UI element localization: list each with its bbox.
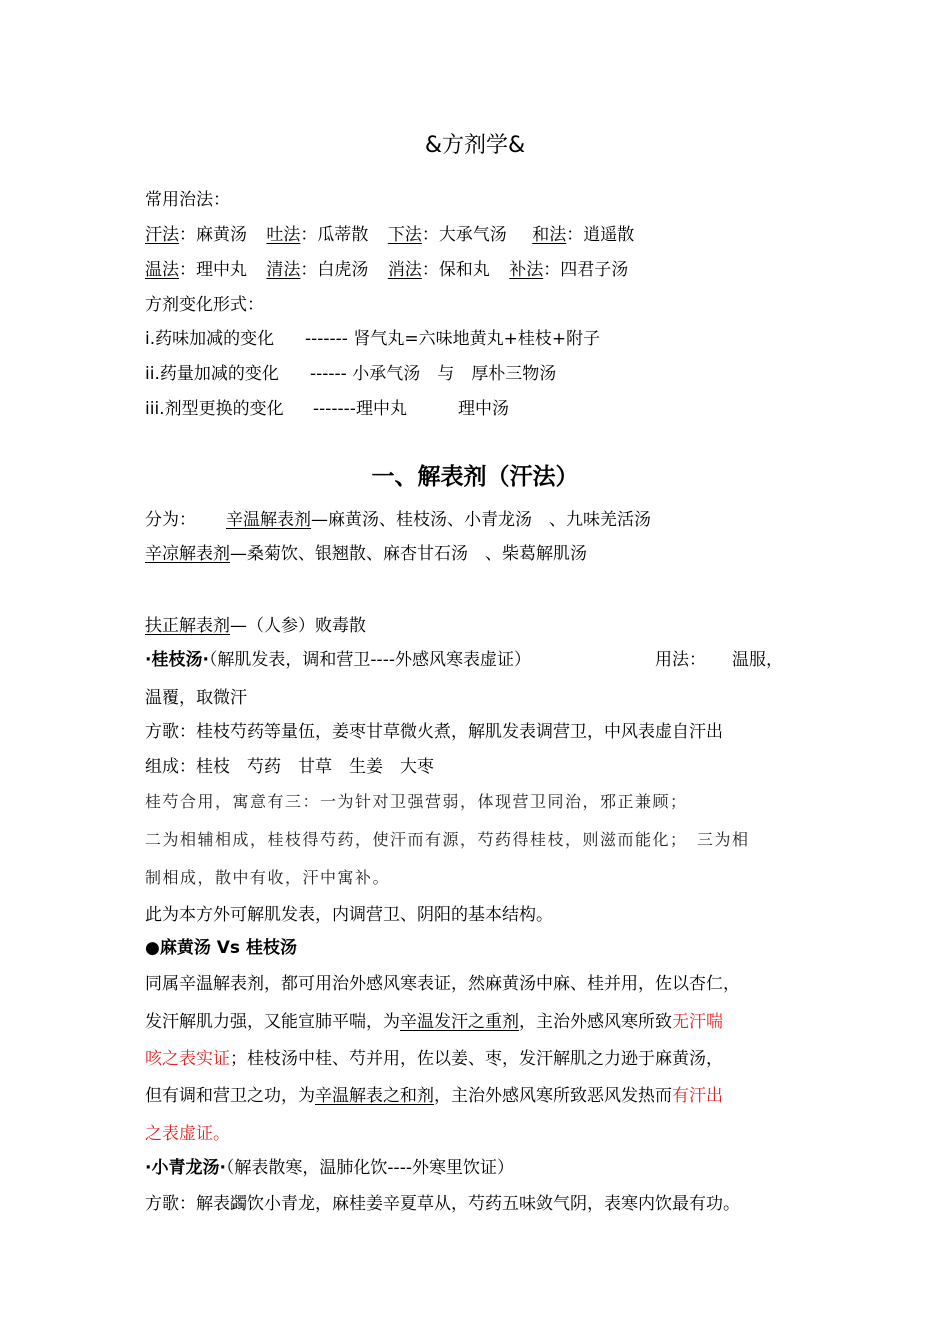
section-title: 一、解表剂（汗法） <box>371 464 579 490</box>
guizhi-meaning-2: 二为相辅相成，桂枝得芍药，使汗而有源，芍药得桂枝，则滋而能化； 三为相 <box>145 830 750 849</box>
xiaoqinglong-song: 方歌：解表蠲饮小青龙，麻桂姜辛夏草从，芍药五味敛气阴，表寒内饮最有功。 <box>145 1194 740 1214</box>
xiaoqinglong-heading: ·小青龙汤·（解表散寒，温肺化饮----外寒里饮证） <box>145 1158 514 1178</box>
methods-heading: 常用治法： <box>145 190 230 210</box>
guizhi-usage: 用法： 温服， <box>655 650 783 670</box>
guizhi-heading: ·桂枝汤·（解肌发表，调和营卫----外感风寒表虚证） <box>145 650 531 670</box>
page-title: &方剂学& <box>424 133 526 158</box>
variation-item-3: iii.剂型更换的变化 -------理中丸 理中汤 <box>145 399 509 419</box>
classify-row-1: 分为： 辛温解表剂—麻黄汤、桂枝汤、小青龙汤 、九味羌活汤 <box>145 510 651 530</box>
method-name: 吐法 <box>266 225 301 245</box>
compare-line-3: 咳之表实证；桂枝汤中桂、芍并用，佐以姜、枣，发汗解肌之力逊于麻黄汤， <box>145 1049 723 1069</box>
methods-row-1: 汗法：麻黄汤 吐法：瓜蒂散 下法：大承气汤 和法：逍遥散 <box>145 225 635 245</box>
guizhi-meaning-1: 桂芍合用，寓意有三：一为针对卫强营弱，体现营卫同治，邪正兼顾； <box>145 792 688 811</box>
compare-line-1: 同属辛温解表剂，都可用治外感风寒表证，然麻黄汤中麻、桂并用，佐以杏仁， <box>145 974 740 994</box>
method-name: 下法 <box>387 225 422 245</box>
classify-row-2: 辛凉解表剂—桑菊饮、银翘散、麻杏甘石汤 、柴葛解肌汤 <box>145 544 587 564</box>
method-name: 清法 <box>266 260 301 280</box>
formula-name: ·桂枝汤· <box>145 650 209 670</box>
classify-row-3: 扶正解表剂—（人参）败毒散 <box>145 616 366 636</box>
group-name: 扶正解表剂 <box>145 616 230 636</box>
compare-line-5: 之表虚证。 <box>145 1124 230 1144</box>
method-name: 温法 <box>145 260 179 280</box>
method-name: 消法 <box>387 260 422 280</box>
guizhi-meaning-3: 制相成，散中有收，汗中寓补。 <box>145 868 391 887</box>
method-name: 补法 <box>509 260 544 280</box>
compare-heading: ●麻黄汤 Vs 桂枝汤 <box>145 938 297 958</box>
group-name: 辛温解表剂 <box>226 510 311 530</box>
group-name: 辛凉解表剂 <box>145 544 230 564</box>
method-name: 和法 <box>532 225 567 245</box>
variation-item-2: ii.药量加减的变化 ------ 小承气汤 与 厚朴三物汤 <box>145 364 557 384</box>
compare-line-4: 但有调和营卫之功，为辛温解表之和剂，主治外感风寒所致恶风发热而有汗出 <box>145 1086 723 1106</box>
method-name: 汗法 <box>145 225 179 245</box>
variation-item-1: i.药味加减的变化 ------- 肾气丸=六味地黄丸+桂枝+附子 <box>145 329 601 349</box>
compare-line-2: 发汗解肌力强，又能宣肺平喘，为辛温发汗之重剂，主治外感风寒所致无汗喘 <box>145 1012 723 1032</box>
guizhi-composition: 组成：桂枝 芍药 甘草 生姜 大枣 <box>145 757 434 777</box>
guizhi-summary: 此为本方外可解肌发表，内调营卫、阴阳的基本结构。 <box>145 905 553 925</box>
guizhi-usage-cont: 温覆，取微汗 <box>145 688 247 708</box>
formula-name: ·小青龙汤· <box>145 1158 226 1178</box>
variation-heading: 方剂变化形式： <box>145 295 264 315</box>
methods-row-2: 温法：理中丸 清法：白虎汤 消法：保和丸 补法：四君子汤 <box>145 260 629 280</box>
guizhi-song: 方歌：桂枝芍药等量伍，姜枣甘草微火煮，解肌发表调营卫，中风表虚自汗出 <box>145 722 723 742</box>
